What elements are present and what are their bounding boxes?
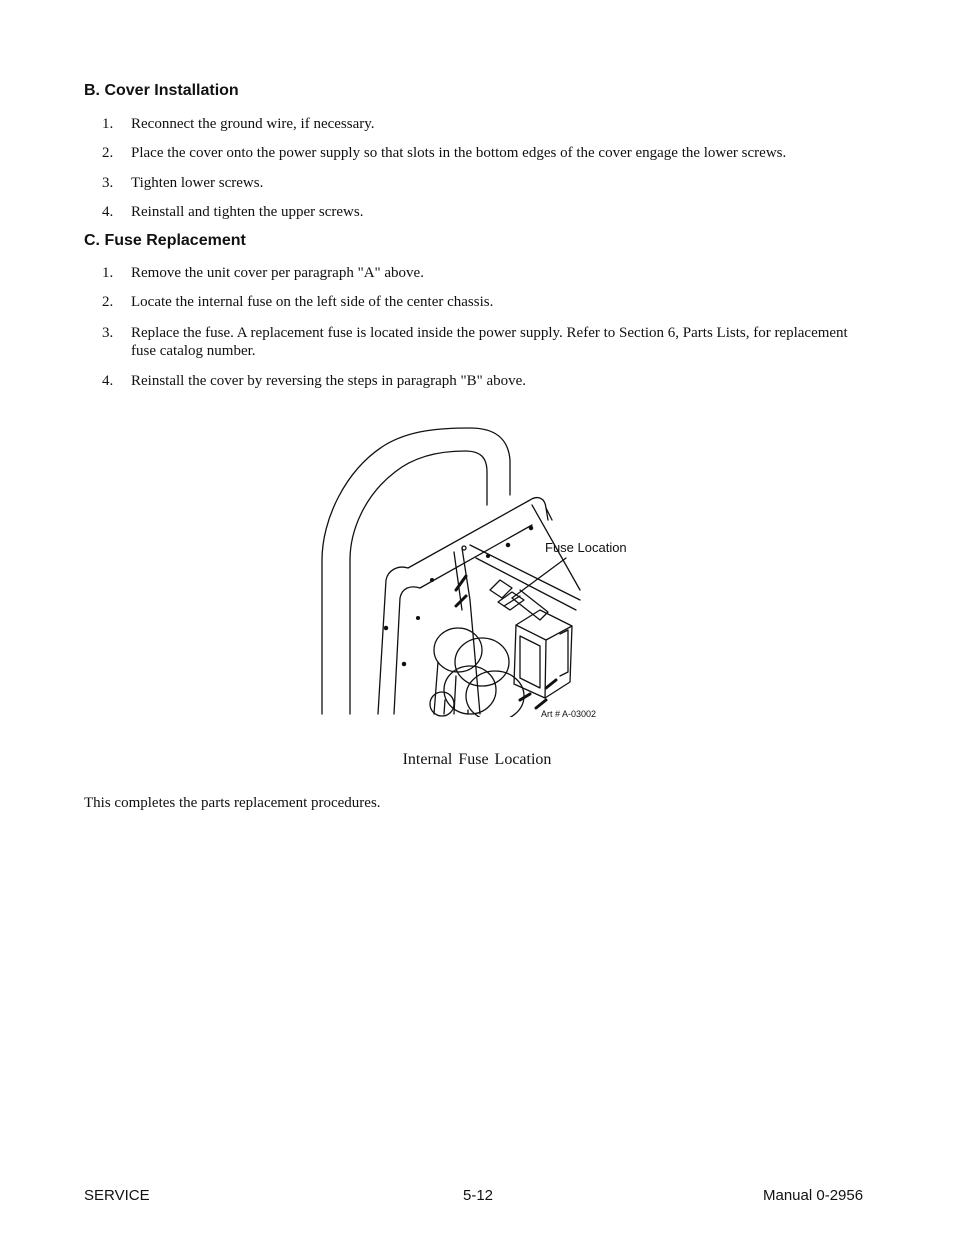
step-number: 1. [102,265,114,281]
step-text: Place the cover onto the power supply so that slots in the bottom edges of the cover engage the lower screws. [131,145,787,161]
list-item [102,203,872,221]
list-item [102,264,872,282]
section-c-heading: C. Fuse Replacement [84,232,246,249]
step-text: Replace the fuse. A replacement fuse is located inside the power supply. Refer to Section 6, Parts Lists, for replacement fuse catalog number. [131,325,848,359]
step-text: Remove the unit cover per paragraph "A" above. [131,265,424,281]
step-number: 2. [102,145,114,161]
list-item [102,293,872,311]
closing-paragraph: This completes the parts replacement procedures. [84,795,381,811]
step-text: Reinstall the cover by reversing the steps in paragraph "B" above. [131,373,527,389]
fuse-location-illustration [318,425,638,717]
step-number: 3. [102,175,114,191]
list-item [102,115,872,133]
step-text: Reconnect the ground wire, if necessary. [131,116,375,132]
list-item [102,174,872,192]
step-number: 4. [102,373,114,389]
footer-left: SERVICE [84,1187,150,1204]
list-item [102,144,872,162]
list-item [102,324,872,360]
figure-caption: Internal Fuse Location [402,751,552,768]
list-item [102,372,872,390]
step-number: 3. [102,325,114,341]
art-number: Art # A-03002 [541,709,597,719]
step-text: Reinstall and tighten the upper screws. [131,204,364,220]
step-text: Tighten lower screws. [131,175,264,191]
footer-right: Manual 0-2956 [763,1187,864,1204]
fuse-location-callout: Fuse Location [545,540,627,555]
section-b-heading: B. Cover Installation [84,82,239,99]
step-number: 2. [102,294,114,310]
step-number: 1. [102,116,114,132]
step-number: 4. [102,204,114,220]
step-text: Locate the internal fuse on the left side of the center chassis. [131,294,494,310]
page-number: 5-12 [463,1187,494,1204]
